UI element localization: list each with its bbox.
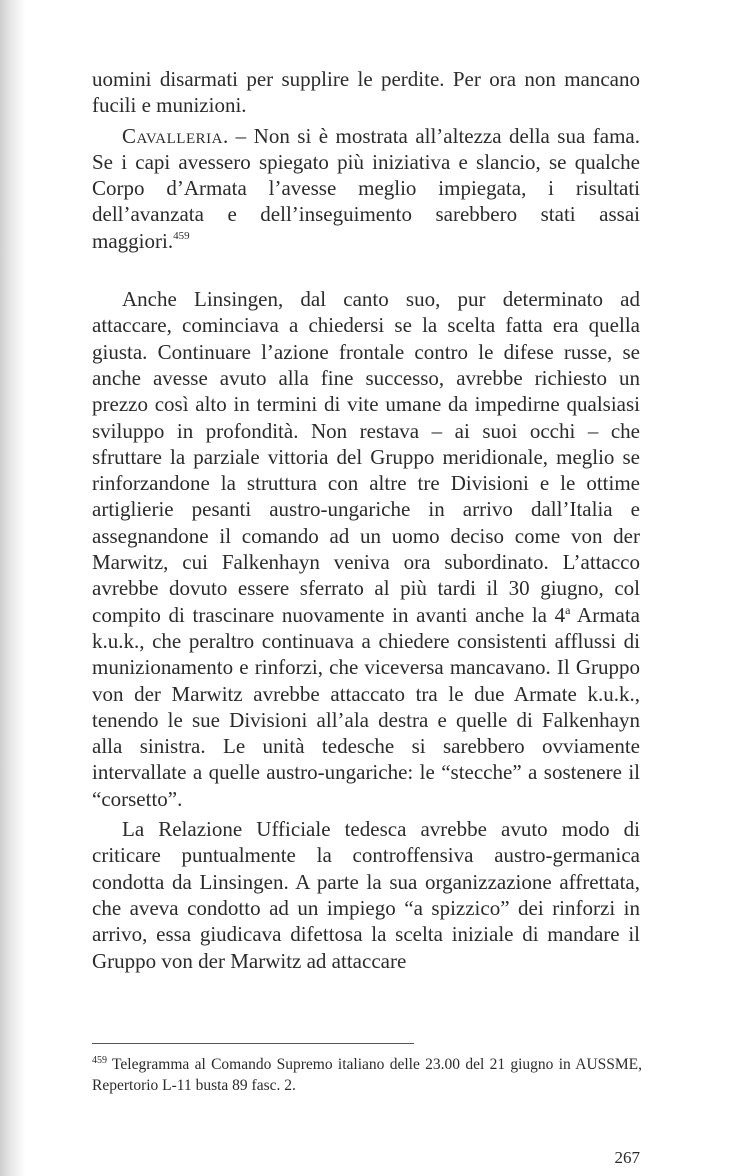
section-heading-cavalleria: Cavalleria [122, 123, 223, 148]
paragraph-2-body: . – Non si è mostrata all’altezza della sua fama. Se i capi avessero spiegato più iniziativa e slancio, se qualche Corpo d’Armata l’avesse meglio impiegata, i risultati dell’avanzata e dell’inseguimento sarebbero stati assai maggiori. [92, 123, 640, 253]
paragraph-3 [92, 286, 640, 812]
footnote-divider [92, 1043, 414, 1044]
page-number: 267 [614, 1148, 640, 1167]
paragraph-2 [92, 123, 640, 254]
footnote [92, 1054, 642, 1096]
footnote-reference: 459 [173, 229, 190, 242]
page-body [92, 66, 640, 974]
paragraph-3-part-2: Armata k.u.k., che peraltro continuava a chiedere consistenti afflussi di munizionamento e rinforzi, che viceversa mancavano. Il Gruppo von der Marwitz avrebbe attaccato tra le due Armate k.u.k., tenendo le sue Divisioni all’ala destra e quelle di Falkenhayn alla sinistra. Le unità tedesche si sarebbero ovviamente intervallate a quelle austro-ungariche: le “stecche” a sostenere il “corsetto”. [92, 602, 640, 811]
footnote-number: 459 [92, 1055, 107, 1066]
paragraph-1: uomini disarmati per supplire le perdite. Per ora non mancano fucili e munizioni. [92, 67, 640, 118]
footnote-text: Telegramma al Comando Supremo italiano delle 23.00 del 21 giugno in AUSSME, Repertorio L-11 busta 89 fasc. 2. [92, 1056, 642, 1094]
ordinal-superscript: a [565, 602, 571, 617]
paragraph-4: La Relazione Ufficiale tedesca avrebbe avuto modo di criticare puntualmente la controffensiva austro-germanica condotta da Linsingen. A parte la sua organizzazione affrettata, che aveva condotto ad un impiego “a spizzico” dei rinforzi in arrivo, essa giudicava difettosa la scelta iniziale di mandare il Gruppo von der Marwitz ad attaccare [92, 817, 640, 973]
scan-edge-shadow [0, 0, 26, 1176]
paragraph-3-part-1: Anche Linsingen, dal canto suo, pur determinato ad attaccare, cominciava a chiedersi se la scelta fatta era quella giusta. Continuare l’azione frontale contro le difese russe, se anche avesse avuto alla fine successo, avrebbe richiesto un prezzo così alto in termini di vite umane da impedirne qualsiasi sviluppo in profondità. Non restava – ai suoi occhi – che sfruttare la parziale vittoria del Gruppo meridionale, meglio se rinforzandone la struttura con altre tre Divisioni e le ottime artiglierie pesanti austro-ungariche in arrivo dall’Italia e assegnandone il comando ad un uomo deciso come von der Marwitz, cui Falkenhayn veniva ora subordinato. L’attacco avrebbe dovuto essere sferrato al più tardi il 30 giugno, col compito di trascinare nuovamente in avanti anche la 4 [92, 287, 640, 627]
